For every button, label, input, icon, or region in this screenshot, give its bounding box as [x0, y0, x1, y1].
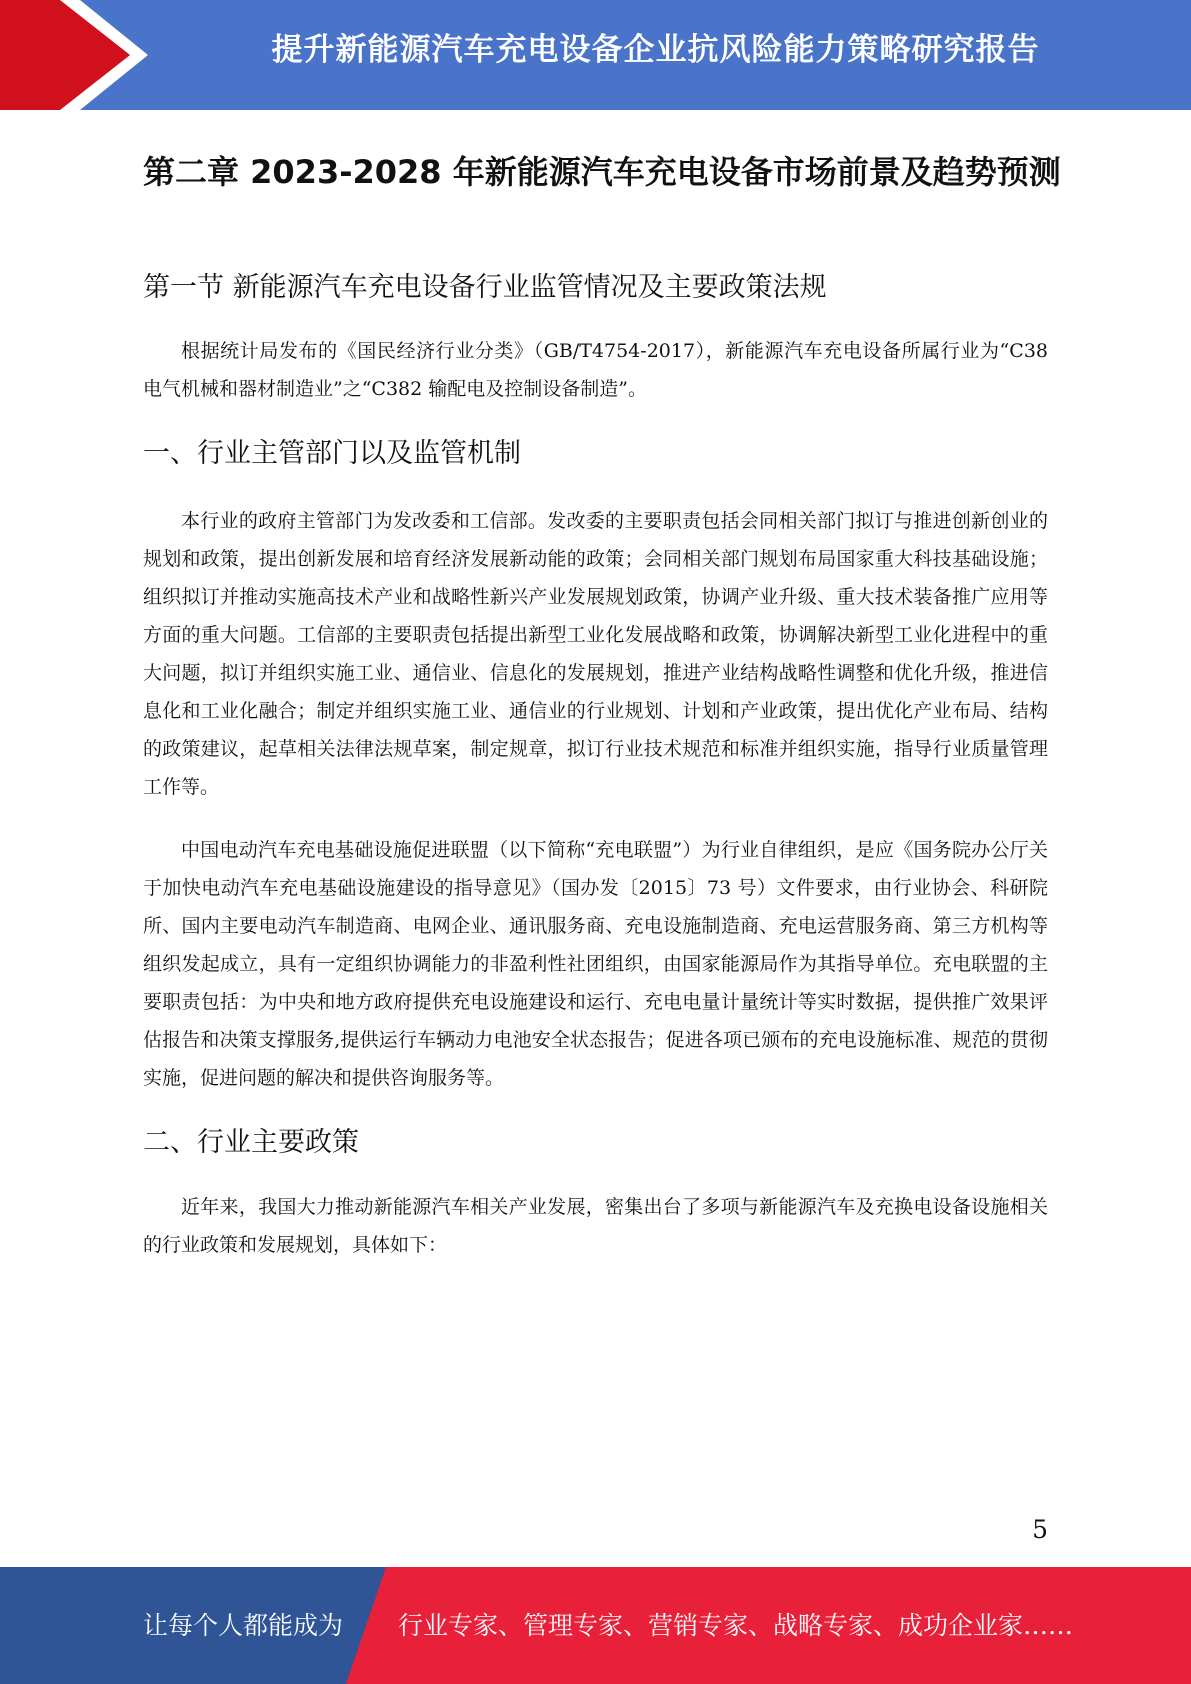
- footer-banner: [0, 1567, 1191, 1684]
- footer-slogan-left: 让每个人都能成为: [143, 1611, 344, 1640]
- section-title: 第一节 新能源汽车充电设备行业监管情况及主要政策法规: [143, 272, 827, 303]
- header-banner: [0, 0, 1191, 110]
- part1-paragraph-2: 中国电动汽车充电基础设施促进联盟（以下简称“充电联盟”）为行业自律组织，是应《国务院办公厅关于加快电动汽车充电基础设施建设的指导意见》（国办发〔2015〕73 号）文件要求，由行业协会、科研院所、国内主要电动汽车制造商、电网企业、通讯服务商、充电设施制造商、充电运营服务商、第三方机构等组织发起成立，具有一定组织协调能力的非盈利性社团组织，由国家能源局作为其指导单位。充电联盟的主要职责包括：为中央和地方政府提供充电设施建设和运行、充电电量计量统计等实时数据，提供推广效果评估报告和决策支撑服务,提供运行车辆动力电池安全状态报告；促进各项已颁布的充电设施标准、规范的贯彻实施，促进问题的解决和提供咨询服务等。: [143, 839, 1048, 1089]
- part1-title: 一、行业主管部门以及监管机制: [143, 438, 521, 469]
- header-arrow-icon: [0, 0, 160, 110]
- footer-slogan-right: 行业专家、管理专家、营销专家、战略专家、成功企业家……: [398, 1611, 1074, 1640]
- part2-title: 二、行业主要政策: [143, 1127, 359, 1158]
- page-number: 5: [1032, 1515, 1048, 1544]
- report-title: 提升新能源汽车充电设备企业抗风险能力策略研究报告: [271, 32, 1040, 68]
- part1-paragraph-1: 本行业的政府主管部门为发改委和工信部。发改委的主要职责包括会同相关部门拟订与推进创新创业的规划和政策，提出创新发展和培育经济发展新动能的政策；会同相关部门规划布局国家重大科技基础设施；组织拟订并推动实施高技术产业和战略性新兴产业发展规划政策，协调产业升级、重大技术装备推广应用等方面的重大问题。工信部的主要职责包括提出新型工业化发展战略和政策，协调解决新型工业化进程中的重大问题，拟订并组织实施工业、通信业、信息化的发展规划，推进产业结构战略性调整和优化升级，推进信息化和工业化融合；制定并组织实施工业、通信业的行业规划、计划和产业政策，提出优化产业布局、结构的政策建议，起草相关法律法规草案，制定规章，拟订行业技术规范和标准并组织实施，指导行业质量管理工作等。: [143, 510, 1048, 798]
- chapter-title: 第二章 2023-2028 年新能源汽车充电设备市场前景及趋势预测: [143, 153, 1061, 191]
- part2-paragraph: 近年来，我国大力推动新能源汽车相关产业发展，密集出台了多项与新能源汽车及充换电设备设施相关的行业政策和发展规划，具体如下：: [143, 1196, 1048, 1256]
- section-intro-paragraph: 根据统计局发布的《国民经济行业分类》（GB/T4754-2017），新能源汽车充电设备所属行业为“C38 电气机械和器材制造业”之“C382 输配电及控制设备制造”。: [143, 340, 1048, 400]
- document-body: [143, 130, 1061, 1264]
